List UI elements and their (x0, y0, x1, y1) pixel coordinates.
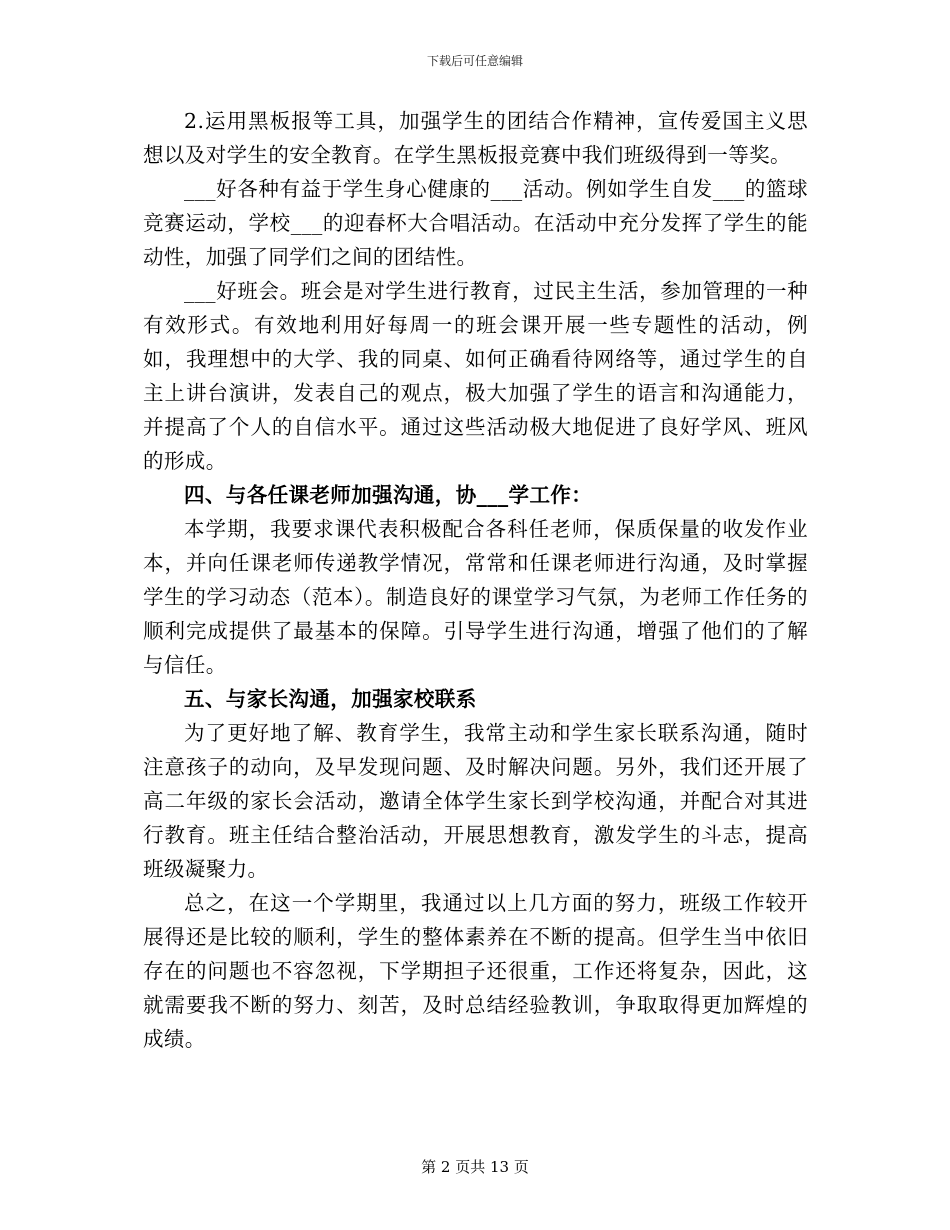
page-header: 下载后可任意编辑 (426, 54, 523, 68)
paragraph-teachers: 本学期，我要求课代表积极配合各科任老师，保质保量的收发作业本，并向任课老师传递教学情况，常常和任课老师进行沟通，及时掌握学生的学习动态（范本）。制造良好的课堂学习气氛，为老师工作任务的顺利完成提供了最基本的保障。引导学生进行沟通，增强了他们的了解与信任。 (143, 517, 808, 677)
paragraph-class-meeting: ___好班会。班会是对学生进行教育，过民主生活，参加管理的一种有效形式。有效地利用好每周一的班会课开展一些专题性的活动，例如，我理想中的大学、我的同桌、如何正确看待网络等，通过学生的自主上讲台演讲，发表自己的观点，极大加强了学生的语言和沟通能力，并提高了个人的自信水平。通过这些活动极大地促进了良好学风、班风的形成。 (143, 279, 808, 473)
page-footer: 第 2 页共 13 页 (421, 1158, 529, 1176)
paragraph-activities: ___好各种有益于学生身心健康的___活动。例如学生自发___的篮球竞赛运动，学校___的迎春杯大合唱活动。在活动中充分发挥了学生的能动性，加强了同学们之间的团结性。 (143, 177, 808, 269)
document-body (143, 104, 808, 1056)
section-heading-parents: 五、与家长沟通，加强家校联系 (184, 687, 477, 711)
paragraph-parents: 为了更好地了解、教育学生，我常主动和学生家长联系沟通，随时注意孩子的动向，及早发现问题、及时解决问题。另外，我们还开展了高二年级的家长会活动，邀请全体学生家长到学校沟通，并配合对其进行教育。班主任结合整治活动，开展思想教育，激发学生的斗志，提高班级凝聚力。 (143, 721, 808, 881)
paragraph-summary: 总之，在这一个学期里，我通过以上几方面的努力，班级工作较开展得还是比较的顺利，学生的整体素养在不断的提高。但学生当中依旧存在的问题也不容忽视，下学期担子还很重，工作还将复杂，因此，这就需要我不断的努力、刻苦，及时总结经验教训，争取取得更加辉煌的成绩。 (143, 891, 808, 1051)
section-heading-teachers: 四、与各任课老师加强沟通，协___学工作： (184, 483, 593, 507)
paragraph-blackboard: 2.运用黑板报等工具，加强学生的团结合作精神，宣传爱国主义思想以及对学生的安全教育。在学生黑板报竞赛中我们班级得到一等奖。 (143, 109, 808, 167)
